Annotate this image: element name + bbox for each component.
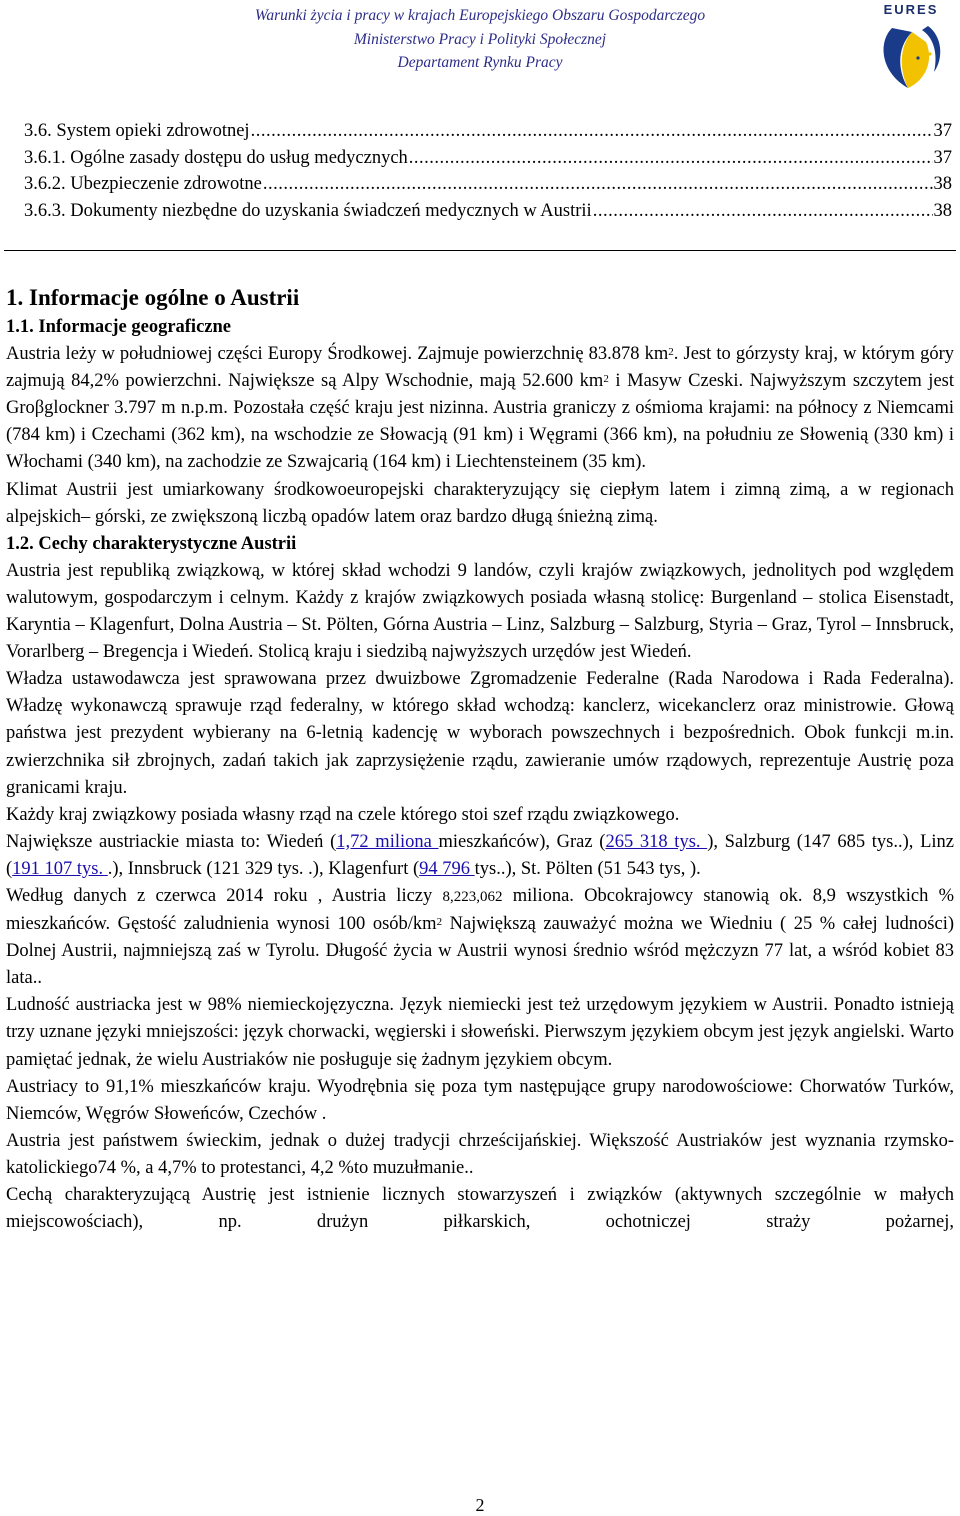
toc-entry[interactable] <box>24 171 952 198</box>
subsection-heading-geography: 1.1. Informacje geograficzne <box>6 317 231 337</box>
link-klagenfurt-population[interactable]: 94 796 <box>419 858 475 879</box>
main-content <box>6 282 954 1236</box>
cities-text: tys..), St. Pölten (51 543 tys, ). <box>474 858 701 879</box>
toc-leader-dots <box>263 171 933 198</box>
superscript: 2 <box>603 373 609 386</box>
section-divider <box>4 250 956 251</box>
paragraph-climate: Klimat Austrii jest umiarkowany środkowoeuropejski charakteryzujący się ciepłym latem i zimną zimą, a w regionach alpejskich– górski, ze zwiększoną liczbą opadów latem oraz bardzo długą śnieżną zimą. <box>6 479 954 527</box>
geo-text-a: Austria leży w południowej części Europy Środkowej. Zajmuje powierzchnię 83.878 km <box>6 344 669 365</box>
table-of-contents <box>24 118 952 224</box>
toc-entry-page: 37 <box>933 147 952 168</box>
toc-entry-label: 3.6.1. Ogólne zasady dostępu do usług medycznych <box>24 147 408 168</box>
population-text: Według danych z czerwca 2014 roku , Austria liczy <box>6 885 443 906</box>
cities-text: .), Innsbruck (121 329 tys. .), Klagenfurt ( <box>107 858 420 879</box>
paragraph-cities <box>6 829 954 883</box>
link-vienna-population[interactable]: 1,72 miliona <box>336 831 439 852</box>
paragraph-language: Ludność austriacka jest w 98% niemieckojęzyczna. Język niemiecki jest też urzędowym językiem w Austrii. Ponadto istnieją trzy uznane języki mniejszości: język chorwacki, węgierski i słoweński. Pierwszym językiem obcym jest język angielski. Warto pamiętać jednak, że wielu Austriaków nie posługuje się żadnym językiem obcym. <box>6 995 954 1070</box>
toc-entry[interactable] <box>24 145 952 172</box>
toc-leader-dots <box>409 145 933 172</box>
geo-text-c: i Masyw Czeski. Najwyższym szczytem jest Groβglockner 3.797 m n.p.m. Pozostała część kraju jest nizinna. Austria graniczy z ośmioma krajami: na północy z Niemcami (784 km) i Czechami (362 km), na wschodzie ze Słowacją (91 km) i Węgrami (366 km), na południu ze Słowenią (330 km) i Włochami (340 km), na zachodzie ze Szwajcarią (164 km) i Liechtensteinem (35 km). <box>6 371 954 473</box>
paragraph-religion: Austria jest państwem świeckim, jednak o dużej tradycji chrześcijańskiej. Większość Austriaków jest wyznania rzymsko-katolickiego74 %, a 4,7% to protestanci, 4,2 %to muzułmanie.. <box>6 1130 954 1178</box>
superscript: 2 <box>668 346 674 359</box>
population-text: Największą zauważyć można we Wiedniu ( 25 % całej ludności) Dolnej Austrii, najmniejszą zaś w Tyrolu. Długość życia w Austrii wynosi średnio wśród mężczyzn 77 lat, a wśród kobiet 83 lata.. <box>6 914 954 989</box>
header-department: Departament Rynku Pracy <box>397 54 563 71</box>
section-heading: 1. Informacje ogólne o Austrii <box>6 285 300 310</box>
toc-entry-label: 3.6. System opieki zdrowotnej <box>24 121 250 141</box>
paragraph-associations: Cechą charakteryzującą Austrię jest istnienie licznych stowarzyszeń i związków (aktywnych szczególnie w małych miejscowościach), np. drużyn piłkarskich, ochotniczej straży pożarnej, <box>6 1185 954 1233</box>
toc-entry-page: 38 <box>933 174 952 195</box>
cities-text: ), Salzburg (147 685 tys..), Linz ( <box>6 831 954 879</box>
toc-entry[interactable] <box>24 198 952 225</box>
toc-entry-label: 3.6.2. Ubezpieczenie zdrowotne <box>24 174 262 195</box>
eures-logo-text: EURES <box>883 2 939 17</box>
header-title: Warunki życia i pracy w krajach Europejskiego Obszaru Gospodarczego <box>254 7 706 24</box>
eures-logo <box>868 2 954 98</box>
toc-entry-page: 38 <box>933 200 952 221</box>
header-ministry: Ministerstwo Pracy i Polityki Społecznej <box>353 30 607 48</box>
link-linz-population[interactable]: 191 107 tys. <box>12 858 108 879</box>
population-text: miliona. Obcokrajowcy stanowią ok. 8,9 wszystkich % mieszkańców. Gęstość zaludnienia wynosi 100 osób/km <box>6 885 954 935</box>
subsection-heading-features: 1.2. Cechy charakterystyczne Austrii <box>6 533 297 554</box>
toc-entry-label: 3.6.3. Dokumenty niezbędne do uzyskania świadczeń medycznych w Austrii <box>24 200 592 221</box>
paragraph-legislative: Władza ustawodawcza jest sprawowana przez dwuizbowe Zgromadzenie Federalne (Rada Narodowa i Rada Federalna). Władzę wykonawczą sprawuje rząd federalny, w którego skład wchodzą: kanclerz, wicekanclerz oraz ministrowie. Głową państwa jest prezydent wybierany na 6-letnią kadencję w wyborach powszechnych i bezpośrednich. Obok funkcji m.in. zwierzchnika sił zbrojnych, zadań takich jak zaprzysiężenie rządu, zawieranie umów rządowych, reprezentuje Austrię poza granicami kraju. <box>6 669 954 798</box>
paragraph-government: Każdy kraj związkowy posiada własny rząd na czele którego stoi szef rządu związkowego. <box>6 804 680 825</box>
paragraph-nationality: Austriacy to 91,1% mieszkańców kraju. Wyodrębnia się poza tym następujące grupy narodowościowe: Chorwatów Turków, Niemców, Węgrów Słoweńców, Czechów . <box>6 1076 954 1124</box>
paragraph-republic: Austria jest republiką związkową, w której skład wchodzi 9 landów, czyli krajów związkowych, jednolitych pod względem walutowym, gospodarczym i celnym. Każdy z krajów związkowych posiada własną stolicę: Burgenland – stolica Eisenstadt, Karyntia – Klagenfurt, Dolna Austria – St. Pölten, Górna Austria – Linz, Salzburg – Salzburg, Styria – Graz, Tyrol – Innsbruck, Vorarlberg – Bregencja i Wiedeń. Stolicą kraju i siedzibą najwyższych urzędów jest Wiedeń. <box>6 560 954 663</box>
toc-entry[interactable] <box>24 118 952 145</box>
page-number: 2 <box>475 1495 485 1515</box>
population-figure: 8,223,062 <box>442 888 503 905</box>
toc-leader-dots <box>251 118 933 145</box>
paragraph-geography <box>6 341 954 476</box>
cities-text: mieszkańców), Graz ( <box>438 831 606 852</box>
superscript: 2 <box>436 916 443 929</box>
toc-leader-dots <box>593 198 933 225</box>
toc-entry-page: 37 <box>933 121 952 141</box>
link-graz-population[interactable]: 265 318 tys. <box>605 831 708 852</box>
geo-text-b: . Jest to górzysty kraj, w którym góry zajmują 84,2% powierzchni. Największe są Alpy Wschodnie, mają 52.600 km <box>6 344 954 392</box>
document-header <box>150 4 810 75</box>
paragraph-population <box>6 883 954 992</box>
cities-text: Największe austriackie miasta to: Wiedeń ( <box>6 831 337 852</box>
